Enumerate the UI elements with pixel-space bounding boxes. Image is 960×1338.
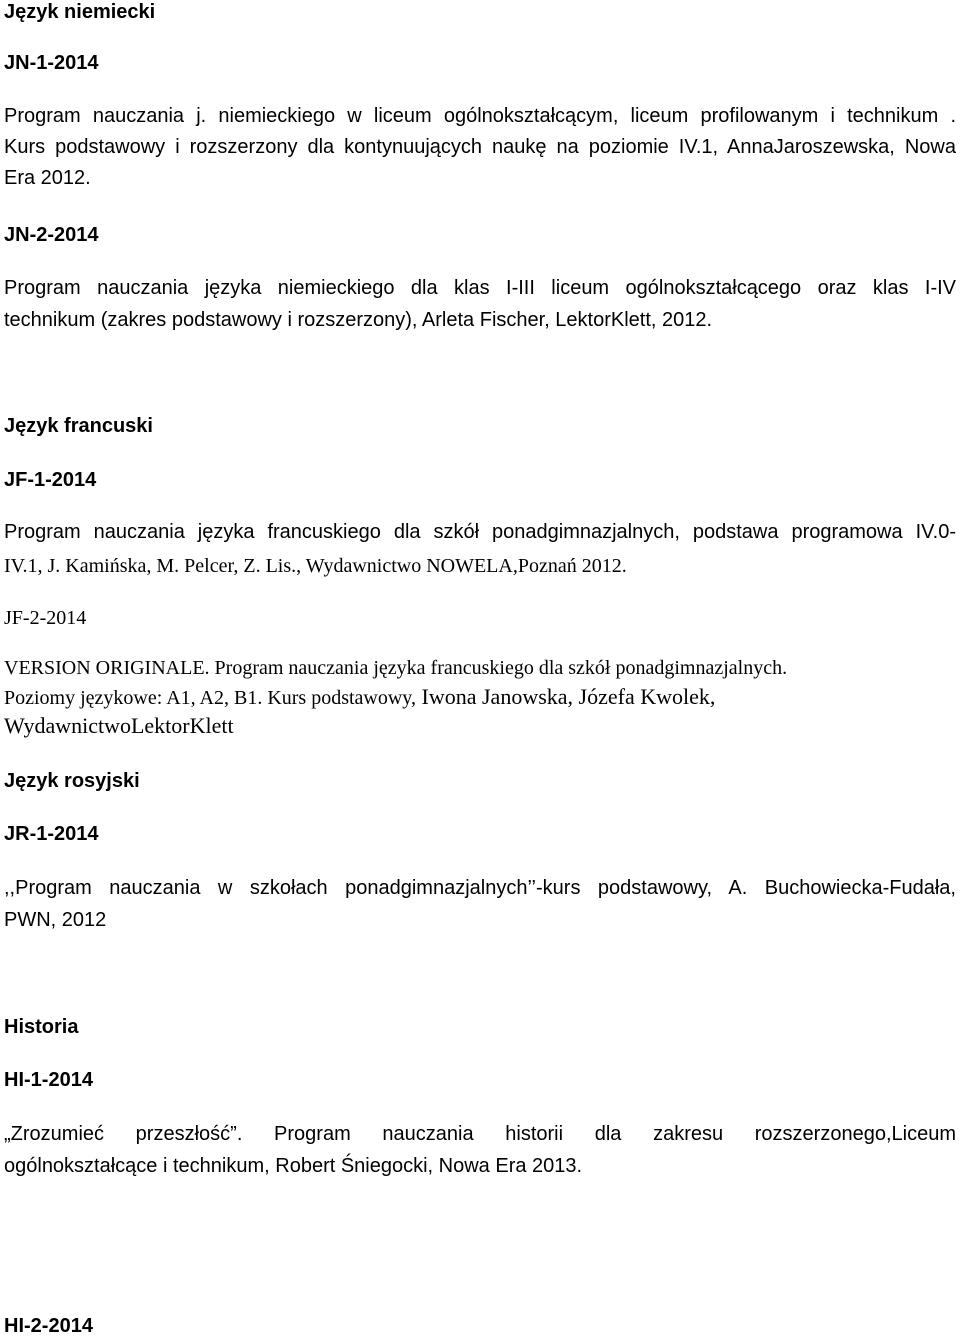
program-description-jf2-line1: VERSION ORIGINALE. Program nauczania języka francuskiego dla szkół ponadgimnazjalnych. bbox=[4, 657, 788, 679]
program-code-jr1: JR-1-2014 bbox=[4, 823, 99, 845]
program-description-jn1-line2: Kurs podstawowy i rozszerzony dla kontynuujących naukę na poziomie IV.1, AnnaJaroszewska, Nowa bbox=[4, 136, 956, 158]
program-description-jf2-line2-part1: Poziomy językowe: A1, A2, B1. Kurs podstawowy, bbox=[4, 687, 417, 709]
program-description-jf1-line2: IV.1, J. Kamińska, M. Pelcer, Z. Lis., Wydawnictwo NOWELA,Poznań 2012. bbox=[4, 555, 627, 577]
program-description-jn1-line3: Era 2012. bbox=[4, 167, 91, 189]
program-code-jf2: JF-2-2014 bbox=[4, 607, 87, 629]
section-heading-history: Historia bbox=[4, 1016, 79, 1038]
program-code-hi1: HI-1-2014 bbox=[4, 1069, 93, 1091]
program-description-jf2-line2 bbox=[4, 684, 956, 711]
program-code-hi2: HI-2-2014 bbox=[4, 1315, 93, 1337]
program-description-jf1-line1: Program nauczania języka francuskiego dla szkół ponadgimnazjalnych, podstawa programowa IV.0- bbox=[4, 521, 956, 543]
program-code-jf1: JF-1-2014 bbox=[4, 469, 97, 491]
program-description-jf2-line2-authors: Iwona Janowska, Józefa Kwolek, bbox=[416, 684, 716, 709]
section-heading-french: Język francuski bbox=[4, 415, 153, 437]
program-description-jr1-line1: ,,Program nauczania w szkołach ponadgimnazjalnych’’-kurs podstawowy, A. Buchowiecka-Fudała, bbox=[4, 877, 956, 899]
program-description-jr1-line2: PWN, 2012 bbox=[4, 909, 107, 931]
program-description-jn2-line1: Program nauczania języka niemieckiego dla klas I-III liceum ogólnokształcącego oraz klas I-IV bbox=[4, 277, 956, 299]
program-code-jn2: JN-2-2014 bbox=[4, 224, 99, 246]
program-description-hi1-line2: ogólnokształcące i technikum, Robert Śniegocki, Nowa Era 2013. bbox=[4, 1155, 583, 1177]
program-code-jn1: JN-1-2014 bbox=[4, 52, 99, 74]
program-description-jn2-line2: technikum (zakres podstawowy i rozszerzony), Arleta Fischer, LektorKlett, 2012. bbox=[4, 309, 713, 331]
section-heading-german: Język niemiecki bbox=[4, 1, 156, 23]
section-heading-russian: Język rosyjski bbox=[4, 770, 140, 792]
program-description-hi1-line1: „Zrozumieć przeszłość”. Program nauczania historii dla zakresu rozszerzonego,Liceum bbox=[4, 1123, 956, 1145]
program-description-jf2-line3: WydawnictwoLektorKlett bbox=[4, 713, 234, 738]
program-description-jn1-line1: Program nauczania j. niemieckiego w liceum ogólnokształcącym, liceum profilowanym i technikum . bbox=[4, 105, 956, 127]
